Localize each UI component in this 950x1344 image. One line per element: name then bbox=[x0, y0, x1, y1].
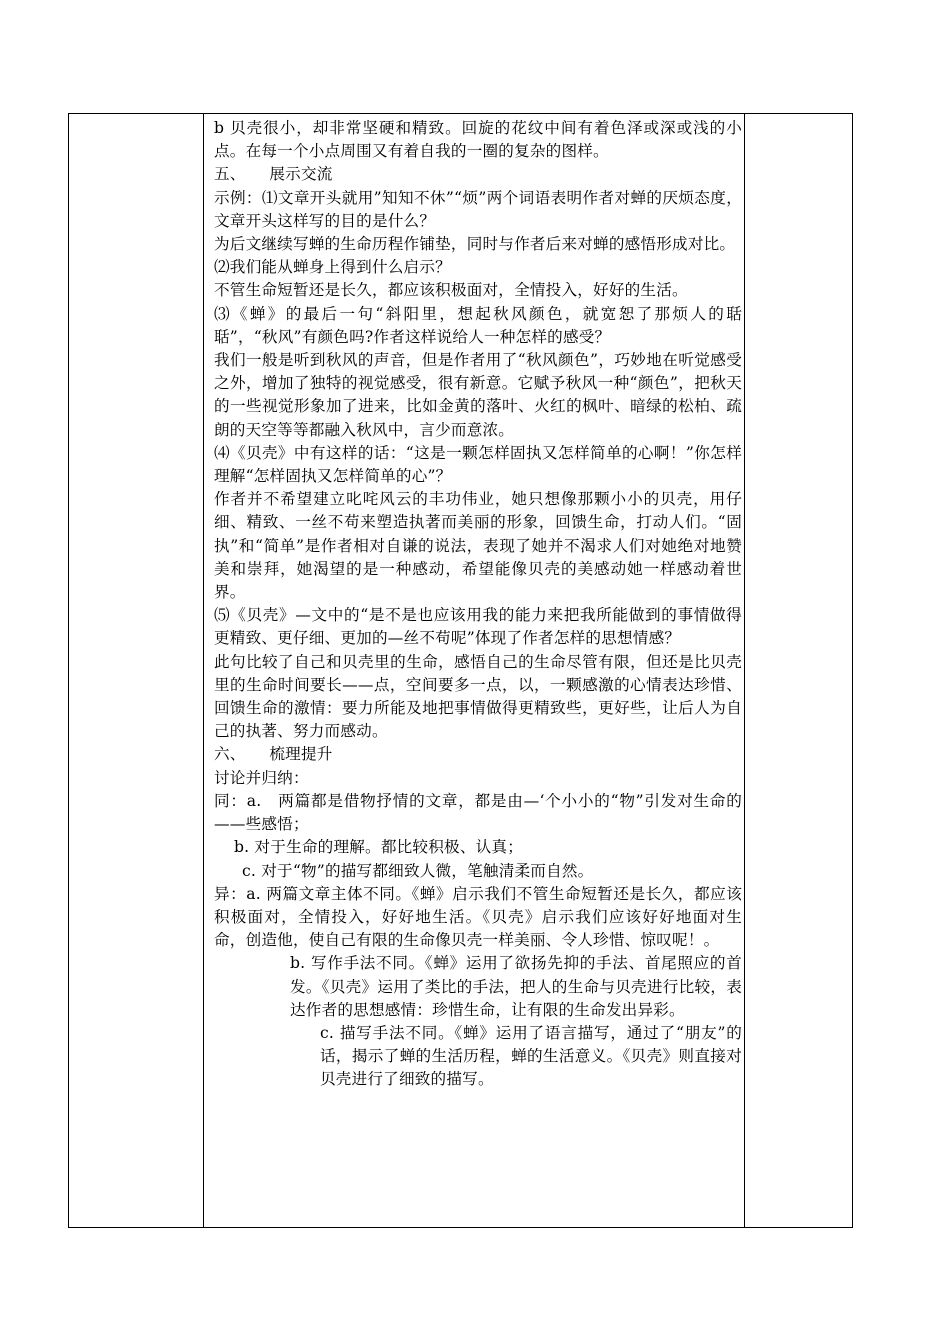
discussion-intro: 讨论并归纳： bbox=[214, 768, 309, 787]
difference-a: 异：a. 两篇文章主体不同。《蝉》启示我们不管生命短暂还是长久，都应该积极面对，全情投入，好好地生活。《贝壳》启示我们应该好好地面对生命，创造他，使自己有限的生命像贝壳一样美丽、令人珍惜、惊叹呢！。 bbox=[214, 884, 742, 950]
question-one: 示例：⑴文章开头就用”知知不休”“烦”两个词语表明作者对蝉的厌烦态度，文章开头这样写的目的是什么？ bbox=[214, 188, 742, 230]
question-three: ⑶《蝉》的最后一句“斜阳里，想起秋风颜色，就宽恕了那烦人的聒聒”，“秋风”有颜色吗?作者这样说给人一种怎样的感受？ bbox=[214, 304, 742, 346]
answer-two: 不管生命短暂还是长久，都应该积极面对，全情投入，好好的生活。 bbox=[214, 281, 688, 300]
difference-b: b. 写作手法不同。《蝉》运用了欲扬先抑的手法、首尾照应的首发。《贝壳》运用了类比的手法，把人的生命与贝壳进行比较，表达作者的思想感情：珍惜生命，让有限的生命发出异彩。 bbox=[290, 954, 742, 1019]
question-two: ⑵我们能从蝉身上得到什么启示？ bbox=[214, 258, 451, 277]
similarity-b: b. 对于生命的理解。都比较积极、认真； bbox=[234, 838, 523, 857]
answer-one: 为后文继续写蝉的生命历程作铺垫，同时与作者后来对蝉的感悟形成对比。 bbox=[214, 235, 736, 254]
column-divider-left bbox=[203, 114, 204, 1227]
question-four: ⑷《贝壳》中有这样的话：“这是一颗怎样固执又怎样简单的心啊！”你怎样理解“怎样固执又怎样简单的心”？ bbox=[214, 443, 742, 486]
answer-four: 作者并不希望建立叱咤风云的丰功伟业，她只想像那颗小小的贝壳，用仔细、精致、一丝不苟来塑造执著而美丽的形象，回馈生命，打动人们。“固执”和“简单”是作者相对自谦的说法，表现了她并不渴求人们对她绝对地赞美和崇拜，她渴望的是一种感动，希望能像贝壳的美感动她一样感动着世界。 bbox=[214, 490, 742, 602]
answer-three: 我们一般是听到秋风的声音，但是作者用了“秋风颜色”，巧妙地在听觉感受之外，增加了独特的视觉感受，很有新意。它赋予秋风一种“颜色”，把秋天的一些视觉形象加了进来，比如金黄的落叶、火红的枫叶、暗绿的松柏、疏朗的天空等等都融入秋风中，言少而意浓。 bbox=[214, 351, 742, 439]
lesson-content-cell bbox=[214, 117, 742, 1092]
question-five: ⑸《贝壳》—文中的“是不是也应该用我的能力来把我所能做到的事情做得更精致、更仔细、更加的—丝不苟呢”体现了作者怎样的思想情感？ bbox=[214, 606, 742, 648]
difference-c: c. 描写手法不同。《蝉》运用了语言描写，通过了“朋友”的话，揭示了蝉的生活历程，蝉的生活意义。《贝壳》则直接对贝壳进行了细致的描写。 bbox=[320, 1023, 742, 1089]
similarity-c: c. 对于“物”的描写都细致人微，笔触清柔而自然。 bbox=[242, 861, 594, 880]
answer-five: 此句比较了自己和贝壳里的生命，感悟自己的生命尽管有限，但还是比贝壳里的生命时间要长——点，空间要多一点，以，一颗感激的心情表达珍惜、回馈生命的激情：要力所能及地把事情做得更精致些，更好些，让后人为自己的执著、努力而感动。 bbox=[214, 652, 742, 741]
section-heading-six: 六、 梳理提升 bbox=[214, 745, 333, 764]
paragraph-shell-description: b 贝壳很小，却非常坚硬和精致。回旋的花纹中间有着色泽或深或浅的小点。在每一个小点周围又有着自我的一圈的复杂的图样。 bbox=[214, 119, 742, 161]
section-heading-five: 五、 展示交流 bbox=[214, 165, 333, 184]
similarity-a: 同：a. 两篇都是借物抒情的文章，都是由—‘个小小的“物”引发对生命的——些感悟； bbox=[214, 791, 742, 834]
column-divider-right bbox=[744, 114, 745, 1227]
